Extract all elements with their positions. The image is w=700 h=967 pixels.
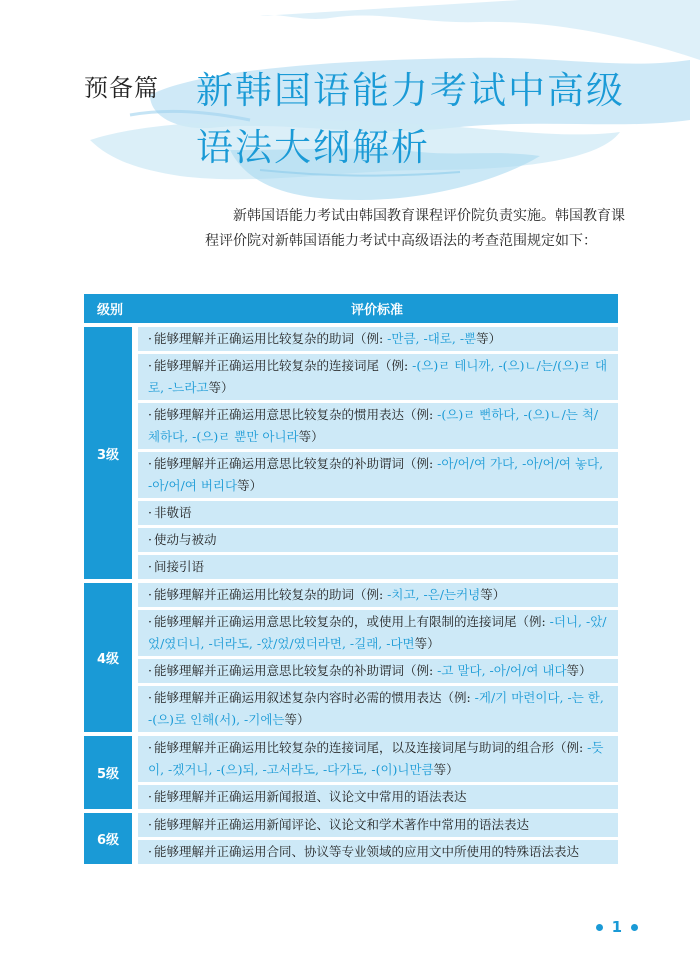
bullet-icon: ·	[148, 690, 152, 705]
criteria-text: 能够理解并正确运用比较复杂的连接词尾（例:	[153, 358, 413, 373]
criteria-item	[138, 659, 618, 683]
criteria-text: 能够理解并正确运用意思比较复杂的补助谓词（例:	[153, 663, 438, 678]
criteria-text: 能够理解并正确运用新闻评论、议论文和学术著作中常用的语法表达	[153, 817, 529, 832]
level-label: 5级	[84, 736, 132, 809]
level-group	[84, 327, 618, 579]
criteria-text-end: 等）	[284, 712, 310, 727]
bullet-icon: ·	[148, 663, 152, 678]
criteria-text: 能够理解并正确运用合同、协议等专业领域的应用文中所使用的特殊语法表达	[153, 844, 579, 859]
criteria-item	[138, 403, 618, 449]
korean-example: -(으)ㄹ 뻔하다, -(으)ㄴ/는 척/체하다, -(으)ㄹ 뿐만 아니라	[148, 407, 599, 444]
table-header	[84, 294, 618, 323]
korean-example: -만큼, -대로, -뿐	[387, 331, 477, 346]
criteria-text: 能够理解并正确运用意思比较复杂的惯用表达（例:	[153, 407, 438, 422]
criteria-text-end: 等）	[298, 429, 324, 444]
bullet-icon: ·	[148, 614, 152, 629]
page-title-line-1: 新韩国语能力考试中高级	[196, 69, 625, 112]
column-header-level: 级别	[96, 303, 123, 318]
table-body	[84, 327, 618, 864]
dot-icon	[596, 924, 603, 931]
level-label: 3级	[84, 327, 132, 579]
criteria-item	[138, 785, 618, 809]
criteria-text: 能够理解并正确运用意思比较复杂的补助谓词（例:	[153, 456, 438, 471]
criteria-item	[138, 610, 618, 656]
korean-example: -듯이, -겠거니, -(으)되, -고서라도, -다가도, -(이)니만큼	[148, 740, 604, 777]
level-group	[84, 736, 618, 809]
level-label: 6级	[84, 813, 132, 864]
page-number	[596, 918, 638, 936]
criteria-text-end: 等）	[566, 663, 592, 678]
criteria-text: 能够理解并正确运用比较复杂的助词（例:	[153, 587, 388, 602]
korean-example: -고 말다, -아/어/여 내다	[437, 663, 567, 678]
criteria-text-end: 等）	[237, 478, 263, 493]
criteria-text-end: 等）	[480, 587, 506, 602]
bullet-icon: ·	[148, 331, 152, 346]
criteria-item	[138, 583, 618, 607]
dot-icon	[631, 924, 638, 931]
bullet-icon: ·	[148, 587, 152, 602]
criteria-text: 能够理解并正确运用叙述复杂内容时必需的惯用表达（例:	[153, 690, 475, 705]
criteria-item	[138, 354, 618, 400]
bullet-icon: ·	[148, 505, 152, 520]
grammar-criteria-table	[84, 294, 618, 864]
bullet-icon: ·	[148, 532, 152, 547]
bullet-icon: ·	[148, 456, 152, 471]
criteria-item	[138, 501, 618, 525]
page-title-line-2: 语法大纲解析	[196, 126, 430, 169]
criteria-item	[138, 452, 618, 498]
bullet-icon: ·	[148, 789, 152, 804]
criteria-item	[138, 528, 618, 552]
criteria-text: 间接引语	[153, 559, 204, 574]
criteria-text: 能够理解并正确运用新闻报道、议论文中常用的语法表达	[153, 789, 467, 804]
criteria-item	[138, 813, 618, 837]
level-group	[84, 583, 618, 732]
criteria-text-end: 等）	[414, 636, 440, 651]
criteria-text-end: 等）	[476, 331, 502, 346]
bullet-icon: ·	[148, 559, 152, 574]
criteria-list	[138, 736, 618, 809]
criteria-list	[138, 327, 618, 579]
criteria-item	[138, 555, 618, 579]
page-title	[196, 62, 625, 176]
level-group	[84, 813, 618, 864]
criteria-text: 能够理解并正确运用比较复杂的助词（例:	[153, 331, 388, 346]
korean-example: -더니, -았/었/였더니, -더라도, -았/었/였더라면, -길래, -다면	[148, 614, 607, 651]
criteria-list	[138, 583, 618, 732]
criteria-text: 能够理解并正确运用意思比较复杂的，或使用上有限制的连接词尾（例:	[153, 614, 550, 629]
criteria-text-end: 等）	[208, 380, 234, 395]
korean-example: -아/어/여 가다, -아/어/여 놓다, -아/어/여 버리다	[148, 456, 604, 493]
bullet-icon: ·	[148, 740, 152, 755]
criteria-item	[138, 327, 618, 351]
criteria-text: 非敬语	[153, 505, 192, 520]
criteria-item	[138, 736, 618, 782]
criteria-list	[138, 813, 618, 864]
criteria-text: 使动与被动	[153, 532, 217, 547]
column-header-criteria: 评价标准	[350, 303, 403, 318]
korean-example: -(으)ㄹ 테니까, -(으)ㄴ/는/(으)ㄹ 대로, -느라고	[148, 358, 608, 395]
bullet-icon: ·	[148, 817, 152, 832]
criteria-text-end: 等）	[433, 762, 459, 777]
criteria-item	[138, 686, 618, 732]
criteria-text: 能够理解并正确运用比较复杂的连接词尾，以及连接词尾与助词的组合形（例:	[153, 740, 588, 755]
level-label: 4级	[84, 583, 132, 732]
criteria-item	[138, 840, 618, 864]
korean-example: -치고, -은/는커녕	[387, 587, 481, 602]
section-label: 预备篇	[84, 74, 159, 102]
bullet-icon: ·	[148, 407, 152, 422]
korean-example: -게/기 마련이다, -는 한, -(으)로 인해(서), -기에는	[148, 690, 604, 727]
bullet-icon: ·	[148, 844, 152, 859]
page-number-text: 1	[611, 918, 622, 936]
intro-paragraph: 新韩国语能力考试由韩国教育课程评价院负责实施。韩国教育课程评价院对新韩国语能力考试中高级语法的考查范围规定如下：	[205, 208, 625, 249]
bullet-icon: ·	[148, 358, 152, 373]
